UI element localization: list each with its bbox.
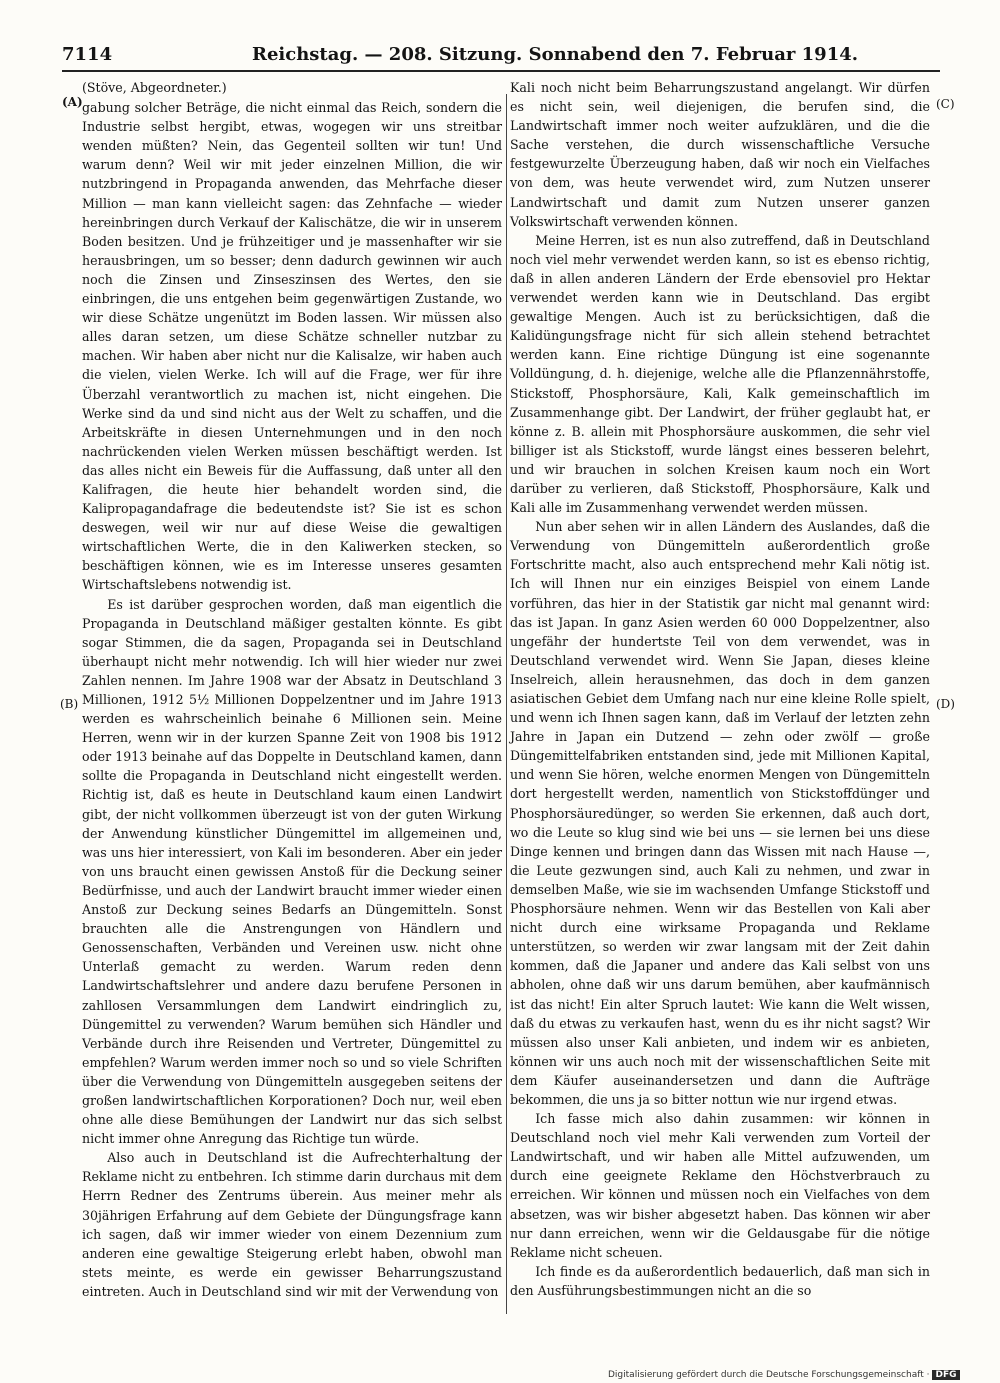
paragraph: Ich finde es da außerordentlich bedauerlich, daß man sich in den Ausführungsbestimmungen nicht an die so	[510, 1263, 930, 1298]
right-column	[510, 78, 930, 1300]
paragraph: Ich fasse mich also dahin zusammen: wir können in Deutschland noch viel mehr Kali verwenden zum Vorteil der Landwirtschaft, und wir haben alle Mittel aufzuwenden, um durch eine geeignete Reklame den Höchstverbrauch zu erreichen. Wir können und müssen noch ein Vielfaches von dem absetzen, was wir bisher abgesetzt haben. Das können wir aber nur dann erreichen, wenn wir die Geldausgabe für die nötige Reklame nicht scheuen.	[510, 1111, 930, 1260]
margin-marker-c: (C)	[936, 97, 955, 111]
paragraph: Meine Herren, ist es nun also zutreffend, daß in Deutschland noch viel mehr verwendet werden kann, so ist es ebenso richtig, daß in allen anderen Ländern der Erde ebensoviel pro Hektar verwendet werden kann wie in Deutschland. Das ergibt gewaltige Mengen. Auch ist zu berücksichtigen, daß die Kalidüngungsfrage nicht für sich allein stehend betrachtet werden kann. Eine richtige Düngung ist eine sogenannte Volldüngung, d. h. diejenige, welche alle die Pflanzennährstoffe, Stickstoff, Phosphorsäure, Kali, Kalk gemeinschaftlich im Zusammenhange gibt. Der Landwirt, der früher geglaubt hat, er könne z. B. allein mit Phosphorsäure auskommen, die sehr viel billiger ist als Stickstoff, wurde längst eines besseren belehrt, und wir brauchen in solchen Kreisen kaum noch ein Wort darüber zu verlieren, daß Stickstoff, Phosphorsäure, Kalk und Kali alle im Zusammenhang verwendet werden müssen.	[510, 232, 930, 516]
dfg-logo: DFG	[932, 1370, 959, 1380]
paragraph: Nun aber sehen wir in allen Ländern des Auslandes, daß die Verwendung von Düngemitteln außerordentlich große Fortschritte macht, also auch entsprechend mehr Kali nötig ist. Ich will Ihnen nur ein einziges Beispiel von einem Lande vorführen, das hier in der Statistik gar nicht mal genannt wird: das ist Japan. In ganz Asien werden 60 000 Doppelzentner, also ungefähr der hundertste Teil von dem verwendet, was in Deutschland verwendet wird. Wenn Sie Japan, dieses kleine Inselreich, allein herausnehmen, das doch in dem ganzen asiatischen Gebiet dem Umfang nach nur eine kleine Rolle spielt, und wenn ich Ihnen sagen kann, daß im Verlauf der letzten zehn Jahre in Japan ein Dutzend — zehn oder zwölf — große Düngemittelfabriken entstanden sind, jede mit Millionen Kapital, und wenn Sie hören, welche enormen Mengen von Düngemitteln dort hergestellt werden, namentlich von Stickstoffdünger und Phosphorsäuredünger, so werden Sie erkennen, daß auch dort, wo die Leute so klug sind wie bei uns — sie lernen bei uns diese Dinge kennen und bringen dann das Wissen mit nach Hause —, die Leute gezwungen sind, auch Kali zu nehmen, und zwar in demselben Maße, wie sie im wachsenden Umfange Stickstoff und Phosphorsäure nehmen. Wenn wir das Bestellen von Kali aber nicht durch eine wirksame Propaganda und Reklame unterstützen, so werden wir zwar langsam mit der Zeit dahin kommen, daß die Japaner und andere das Kali selbst von uns abholen, ohne daß wir uns darum bemühen, aber kaufmännisch ist das nicht! Ein alter Spruch lautet: Wie kann die Welt wissen, daß du etwas zu verkaufen hast, wenn du es ihr nicht sagst? Wir müssen also unser Kali anbieten, und indem wir es anbieten, können wir uns auch noch mit der wissenschaftlichen Seite mit dem Käufer auseinandersetzen und dann die Aufträge bekommen, die uns ja so bitter nottun wie nur irgend etwas.	[510, 519, 930, 1107]
paragraph: Es ist darüber gesprochen worden, daß man eigentlich die Propaganda in Deutschland mäßiger gestalten könnte. Es gibt sogar Stimmen, die da sagen, Propaganda sei in Deutschland überhaupt nicht mehr notwendig. Ich will hier wieder nur zwei Zahlen nennen. Im Jahre 1908 war der Absatz in Deutschland 3 Millionen, 1912 5½ Millionen Doppelzentner und im Jahre 1913 werden es wahrscheinlich beinahe 6 Millionen sein. Meine Herren, wenn wir in der kurzen Spanne Zeit von 1908 bis 1912 oder 1913 beinahe auf das Doppelte in Deutschland kamen, dann sollte die Propaganda in Deutschland nicht eingestellt werden. Richtig ist, daß es heute in Deutschland kaum einen Landwirt gibt, der nicht vollkommen überzeugt ist von der guten Wirkung der Anwendung künstlicher Düngemittel im allgemeinen und, was uns hier interessiert, von Kali im besonderen. Aber ein jeder von uns braucht einen gewissen Anstoß für die Deckung seiner Bedürfnisse, und auch der Landwirt braucht immer wieder einen Anstoß zur Deckung seines Bedarfs an Düngemitteln. Sonst brauchten alle die Anstrengungen von Händlern und Genossenschaften, Verbänden und Vereinen usw. nicht ohne Unterlaß gemacht zu werden. Warum reden denn Landwirtschaftslehrer und andere dazu berufene Personen in zahllosen Versammlungen dem Landwirt eindringlich zu, Düngemittel zu verwenden? Warum bemühen sich Händler und Verbände durch ihre Reisenden und Vertreter, Düngemittel zu empfehlen? Warum werden immer noch so und so viele Schriften über die Verwendung von Düngemitteln ausgegeben seitens der großen landwirtschaftlichen Korporationen? Doch nur, weil eben ohne alle diese Bemühungen der Landwirt nur das sich selbst nicht immer ohne Anregung das Richtige tun würde.	[82, 596, 502, 1147]
left-column	[82, 78, 502, 1301]
margin-marker-a: (A)	[62, 95, 83, 109]
paragraph: gabung solcher Beträge, die nicht einmal das Reich, sondern die Industrie selbst hergibt, etwas, wogegen wir uns streitbar wenden müßten? Nein, das Gegenteil sollten wir tun! Und warum denn? Weil wir mit jeder einzelnen Million, die wir nutzbringend in Propaganda anwenden, das Mehrfache dieser Million — man kann vielleicht sagen: das Zehnfache — wieder hereinbringen durch Verkauf der Kalischätze, die wir in unserem Boden besitzen. Und je frühzeitiger und je massenhafter wir sie herausbringen, um so besser; denn dadurch gewinnen wir auch noch die Zinsen und Zinseszinsen des Wertes, den sie einbringen, die uns entgehen beim gegenwärtigen Zustande, wo wir diese Schätze ungenützt im Boden lassen. Wir müssen also alles daran setzen, um diese Schätze schneller nutzbar zu machen. Wir haben aber nicht nur die Kalisalze, wir haben auch die vielen, vielen Werke. Ich will auf die Frage, wer für ihre Überzahl verantwortlich zu machen ist, nicht eingehen. Die Werke sind da und sind nicht aus der Welt zu schaffen, und die Arbeitskräfte in diesen Unternehmungen und in den noch nachrückenden vielen Werken müssen beschäftigt werden. Ist das alles nicht ein Beweis für die Auffassung, daß unter all den Kalifragen, die heute hier behandelt worden sind, die Kalipropagandafrage die bedeutendste ist? Sie ist es schon deswegen, weil wir nur auf diese Weise die gewaltigen wirtschaftlichen Werte, die in den Kaliwerken stecken, so beschäftigen können, wie es im Interesse unseres gesamten Wirtschaftslebens notwendig ist.	[82, 100, 502, 593]
page-header	[62, 44, 940, 72]
speaker-label: (Stöve, Abgeordneter.)	[82, 80, 227, 95]
running-head: Reichstag. — 208. Sitzung. Sonnabend den 7. Februar 1914.	[252, 44, 859, 65]
paragraph: Kali noch nicht beim Beharrungszustand angelangt. Wir dürfen es nicht sein, weil diejenigen, die berufen sind, die Landwirtschaft immer noch weiter aufzuklären, und die die Sache verstehen, die durch wissenschaftliche Versuche festgewurzelte Überzeugung haben, daß wir noch ein Vielfaches von dem, was heute verwendet wird, zum Nutzen unserer Landwirtschaft und damit zum Nutzen unserer ganzen Volkswirtschaft verwenden können.	[510, 80, 930, 229]
column-divider	[506, 94, 507, 1314]
page-number: 7114	[62, 44, 113, 65]
margin-marker-b: (B)	[60, 697, 79, 711]
paragraph: Also auch in Deutschland ist die Aufrechterhaltung der Reklame nicht zu entbehren. Ich stimme darin durchaus mit dem Herrn Redner des Zentrums überein. Aus meiner mehr als 30jährigen Erfahrung auf dem Gebiete der Düngungsfrage kann ich sagen, daß wir immer wieder von einem Dezennium zum anderen eine gewaltige Steigerung erlebt haben, obwohl man stets meinte, es werde ein gewisser Beharrungszustand eintreten. Auch in Deutschland sind wir mit der Verwendung von	[82, 1150, 502, 1299]
footer-text: Digitalisierung gefördert durch die Deutsche Forschungsgemeinschaft ·	[608, 1370, 930, 1380]
digitization-footer	[608, 1370, 960, 1380]
margin-marker-d: (D)	[936, 697, 955, 711]
